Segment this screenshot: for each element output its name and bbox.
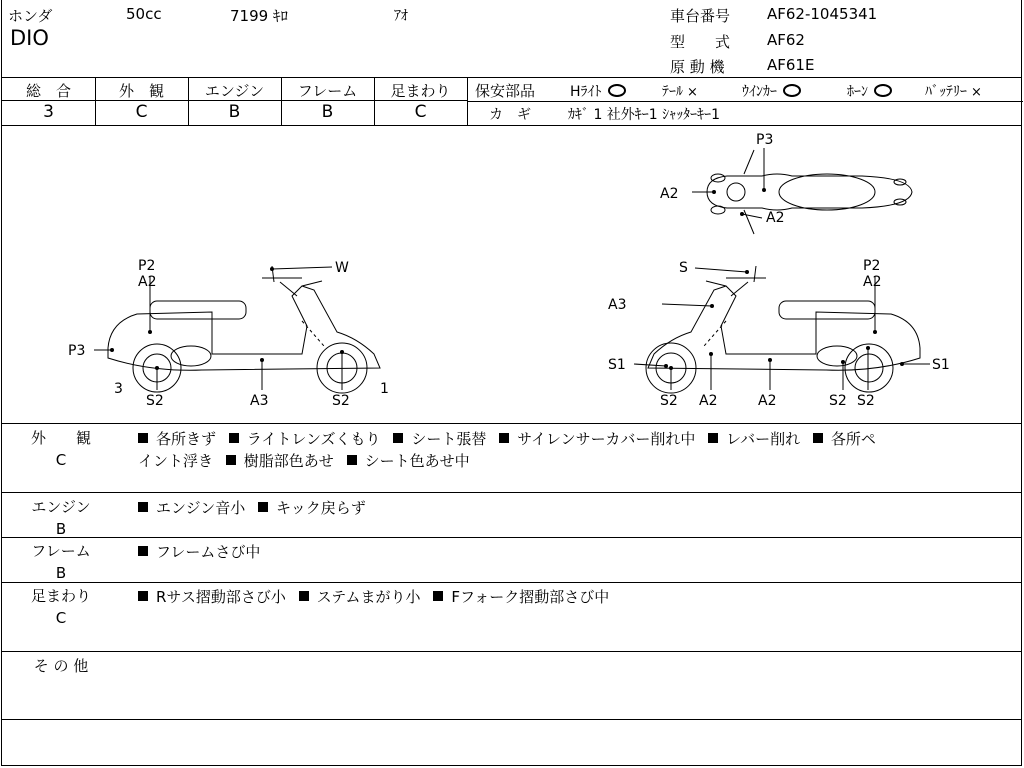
notes-engine-heading <box>18 496 104 540</box>
bullet-square-icon <box>813 433 823 443</box>
notes-frame-items <box>138 541 260 562</box>
note-item: Fフォーク摺動部さび中 <box>451 588 610 606</box>
bullet-square-icon <box>138 502 148 512</box>
notes-engine-label: エンジン <box>31 498 91 516</box>
scooter-left-view <box>94 266 380 393</box>
model-name: DIO <box>10 26 49 50</box>
note-item: シート張替 <box>411 430 487 448</box>
engine-value: AF61E <box>767 56 815 74</box>
headlight-label: Hﾗｲﾄ <box>570 84 602 100</box>
notes-exterior-heading <box>18 427 104 471</box>
ok-circle-icon <box>874 84 892 97</box>
notes-suspension-label: 足まわり <box>30 587 91 605</box>
mark-label: A2 <box>138 274 157 290</box>
mark-label: P3 <box>756 132 774 148</box>
note-item: 樹脂部色あせ <box>243 452 334 470</box>
mark-label: S2 <box>829 393 847 409</box>
notes-exterior-line1 <box>138 428 876 449</box>
safety-battery <box>925 81 982 101</box>
scooter-right-view <box>634 266 930 393</box>
divider <box>2 719 1021 720</box>
notes-exterior-line2 <box>138 450 470 471</box>
note-item: レバー削れ <box>726 430 801 448</box>
divider <box>2 423 1021 424</box>
keys-value: ｶｷﾞ 1 社外ｷｰ1 ｼｬｯﾀｰｷｰ1 <box>568 107 721 123</box>
note-item: ステムまがり小 <box>316 588 421 606</box>
notes-suspension-grade: C <box>55 609 67 627</box>
mileage: 7199 ｷﾛ <box>230 7 288 25</box>
note-item: イント浮き <box>138 452 214 470</box>
notes-exterior-grade: C <box>55 451 67 469</box>
bullet-square-icon <box>499 433 509 443</box>
bullet-square-icon <box>299 591 309 601</box>
note-item: シート色あせ中 <box>364 452 470 470</box>
notes-frame-grade: B <box>55 564 67 582</box>
mark-label: S1 <box>932 357 950 373</box>
type-value: AF62 <box>767 31 805 49</box>
mark-label: S2 <box>857 393 875 409</box>
mark-label: A3 <box>250 393 269 409</box>
mark-label: A3 <box>608 297 627 313</box>
grade-frame: B <box>321 102 334 122</box>
notes-engine-items <box>138 497 366 518</box>
frame-no-label: 車台番号 <box>670 7 731 25</box>
mark-label: P3 <box>68 343 86 359</box>
ng-cross-icon: × <box>687 85 698 100</box>
mark-label: S2 <box>660 393 678 409</box>
note-item: キック戻らず <box>276 499 366 517</box>
bullet-square-icon <box>138 546 148 556</box>
mark-label: 1 <box>380 381 389 397</box>
grade-overall: 3 <box>43 102 54 122</box>
divider <box>2 537 1021 538</box>
safety-headlight <box>570 81 626 101</box>
mark-label: P2 <box>863 258 881 274</box>
mark-label: S2 <box>332 393 350 409</box>
color: ｱｵ <box>394 8 408 24</box>
note-item: 各所ペ <box>830 430 876 448</box>
grade-engine-label: エンジン <box>204 82 265 100</box>
horn-label: ﾎｰﾝ <box>847 84 868 100</box>
mark-label: A2 <box>699 393 718 409</box>
safety-label: 保安部品 <box>475 82 536 100</box>
frame-no: AF62-1045341 <box>767 5 878 23</box>
displacement: 50cc <box>126 5 162 23</box>
safety-horn <box>847 81 892 101</box>
grade-exterior-label: 外 観 <box>118 82 164 100</box>
mark-label: A2 <box>758 393 777 409</box>
battery-label: ﾊﾞｯﾃﾘｰ <box>925 84 967 100</box>
divider <box>2 492 1021 493</box>
notes-frame-label: フレーム <box>31 542 91 560</box>
keys-label: カ ギ <box>489 107 531 123</box>
grade-overall-label: 総 合 <box>25 82 71 100</box>
damage-diagram <box>2 126 1023 423</box>
notes-other-heading <box>18 655 104 677</box>
divider <box>2 77 1021 78</box>
type-label: 型 式 <box>670 33 731 51</box>
note-item: 各所きず <box>156 430 217 448</box>
note-item: フレームさび中 <box>156 543 261 561</box>
grade-frame-label: フレーム <box>297 82 358 100</box>
grade-suspension: C <box>414 102 427 122</box>
bullet-square-icon <box>433 591 443 601</box>
note-item: ライトレンズくもり <box>246 430 381 448</box>
notes-suspension-heading <box>18 585 104 629</box>
bullet-square-icon <box>393 433 403 443</box>
tail-label: ﾃｰﾙ <box>662 84 683 100</box>
engine-label: 原 動 機 <box>670 58 725 76</box>
bullet-square-icon <box>347 455 357 465</box>
mark-label: A2 <box>863 274 882 290</box>
safety-winker <box>742 81 801 101</box>
inspection-sheet <box>1 0 1022 766</box>
note-item: Rサス摺動部さび小 <box>156 588 286 606</box>
note-item: エンジン音小 <box>156 499 246 517</box>
safety-tail <box>662 81 698 101</box>
mark-label: S <box>679 260 688 276</box>
notes-suspension-items <box>138 586 609 607</box>
mark-label: A2 <box>766 210 785 226</box>
mark-label: P2 <box>138 258 156 274</box>
notes-other-label: そ の 他 <box>33 657 89 675</box>
note-item: サイレンサーカバー削れ中 <box>517 430 696 448</box>
divider <box>2 651 1021 652</box>
notes-engine-grade: B <box>55 520 67 538</box>
bullet-square-icon <box>138 591 148 601</box>
mark-label: S2 <box>146 393 164 409</box>
ok-circle-icon <box>783 84 801 97</box>
mark-label: 3 <box>114 381 123 397</box>
grade-engine: B <box>228 102 241 122</box>
mark-label: S1 <box>608 357 626 373</box>
divider <box>467 101 1023 102</box>
scooter-top-view <box>692 148 912 234</box>
mark-label: W <box>335 260 349 276</box>
maker: ホンダ <box>8 7 53 25</box>
divider <box>2 582 1021 583</box>
notes-exterior-label: 外 観 <box>30 429 91 447</box>
bullet-square-icon <box>229 433 239 443</box>
mark-label: A2 <box>660 186 679 202</box>
grade-suspension-label: 足まわり <box>390 82 451 100</box>
ng-cross-icon: × <box>971 85 982 100</box>
winker-label: ｳｲﾝｶｰ <box>742 84 777 100</box>
grade-exterior: C <box>135 102 148 122</box>
bullet-square-icon <box>138 433 148 443</box>
bullet-square-icon <box>258 502 268 512</box>
notes-frame-heading <box>18 540 104 584</box>
bullet-square-icon <box>226 455 236 465</box>
bullet-square-icon <box>708 433 718 443</box>
ok-circle-icon <box>608 84 626 97</box>
